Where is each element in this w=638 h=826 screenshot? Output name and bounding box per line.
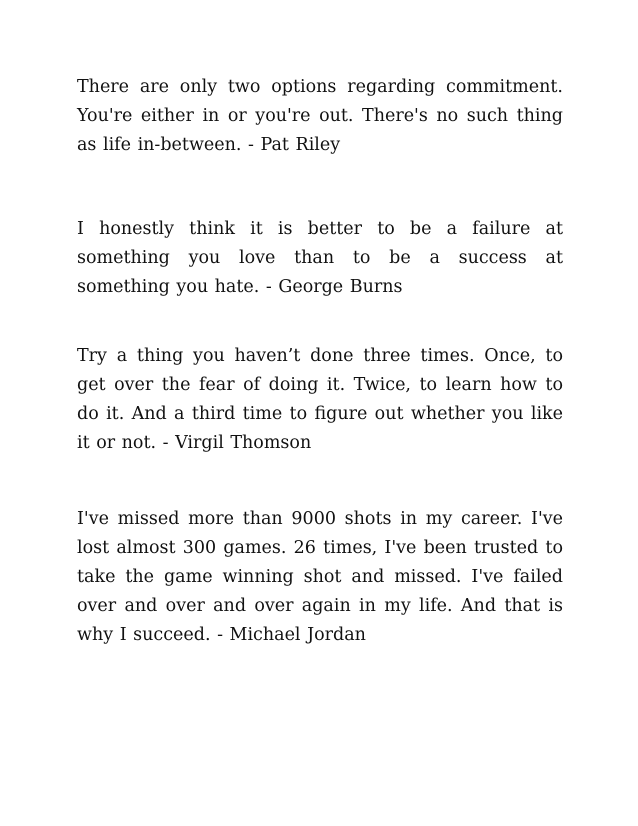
quote-virgil-thomson: Try a thing you haven’t done three times. Once, to get over the fear of doing it. Twice, to learn how to do it. And a third time to figure out whether you like it or not. - Virgil Thomson bbox=[77, 346, 563, 453]
quote-pat-riley: There are only two options regarding commitment. You're either in or you're out. There's no such thing as life in-between. - Pat Riley bbox=[77, 77, 563, 155]
quote-george-burns: I honestly think it is better to be a failure at something you love than to be a success at something you hate. - George Burns bbox=[77, 219, 563, 297]
quote-michael-jordan: I've missed more than 9000 shots in my career. I've lost almost 300 games. 26 times, I've been trusted to take the game winning shot and missed. I've failed over and over and over again in my life. And that is why I succeed. - Michael Jordan bbox=[77, 509, 563, 645]
